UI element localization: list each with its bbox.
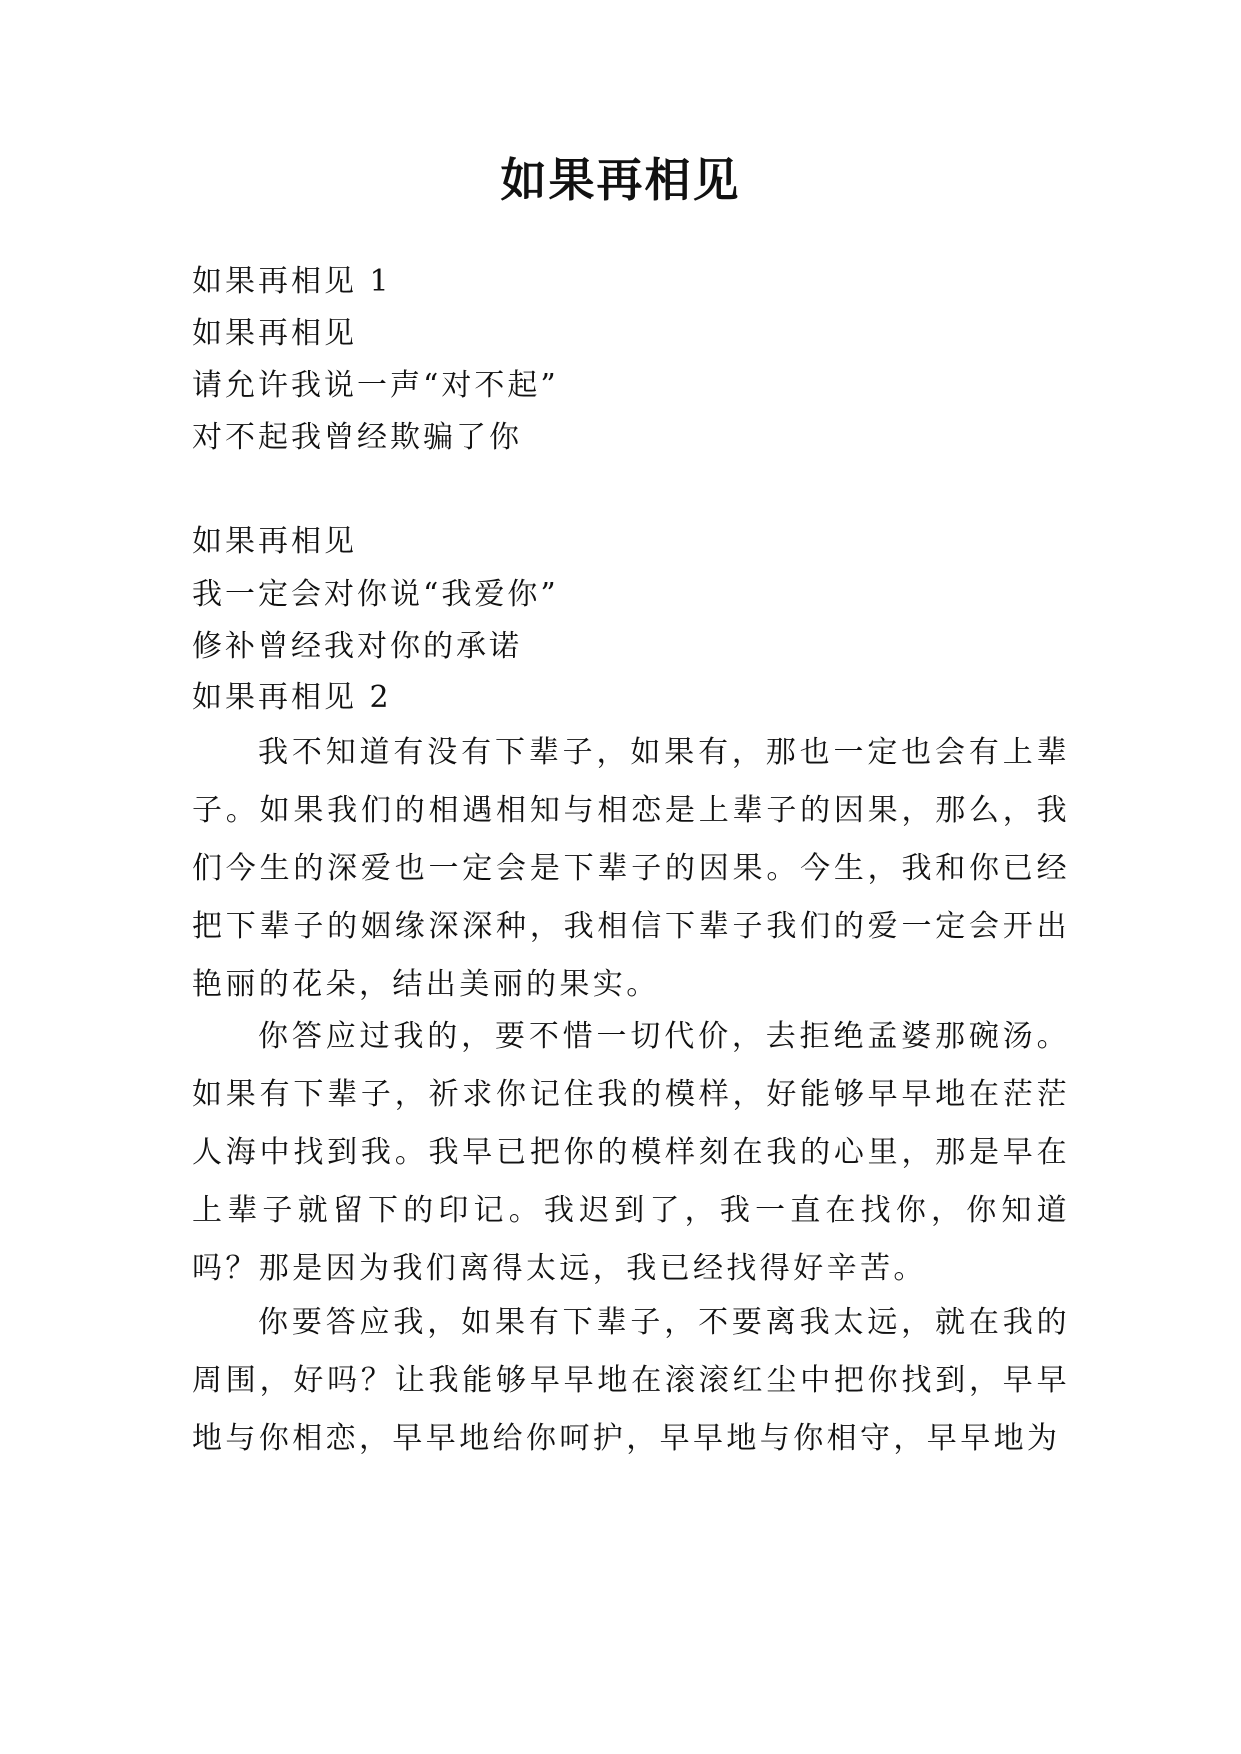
section2-paragraph-2: 你答应过我的，要不惜一切代价，去拒绝孟婆那碗汤。如果有下辈子，祈求你记住我的模样，好能够早早地在茫茫人海中找到我。我早已把你的模样刻在我的心里，那是早在上辈子就留下的印记。我迟到了，我一直在找你，你知道吗？那是因为我们离得太远，我已经找得好辛苦。	[192, 1019, 1070, 1286]
section2-paragraph-3: 你要答应我，如果有下辈子，不要离我太远，就在我的周围，好吗？让我能够早早地在滚滚红尘中把你找到，早早地与你相恋，早早地给你呵护，早早地与你相守，早早地为	[192, 1305, 1070, 1456]
document-title: 如果再相见	[500, 153, 741, 207]
poem1-line-4: 如果再相见	[192, 524, 357, 559]
poem1-line-2: 请允许我说一声“对不起”	[192, 368, 559, 403]
poem1-line-1: 如果再相见	[192, 316, 357, 351]
poem1-heading: 如果再相见 1	[192, 264, 392, 299]
section2-heading: 如果再相见 2	[192, 680, 392, 715]
poem1-line-3: 对不起我曾经欺骗了你	[192, 420, 522, 455]
poem1-line-5: 我一定会对你说“我爱你”	[192, 577, 559, 612]
section2-paragraph-1: 我不知道有没有下辈子，如果有，那也一定也会有上辈子。如果我们的相遇相知与相恋是上辈子的因果，那么，我们今生的深爱也一定会是下辈子的因果。今生，我和你已经把下辈子的姻缘深深种，我相信下辈子我们的爱一定会开出艳丽的花朵，结出美丽的果实。	[192, 735, 1070, 1002]
poem1-line-6: 修补曾经我对你的承诺	[192, 629, 522, 664]
